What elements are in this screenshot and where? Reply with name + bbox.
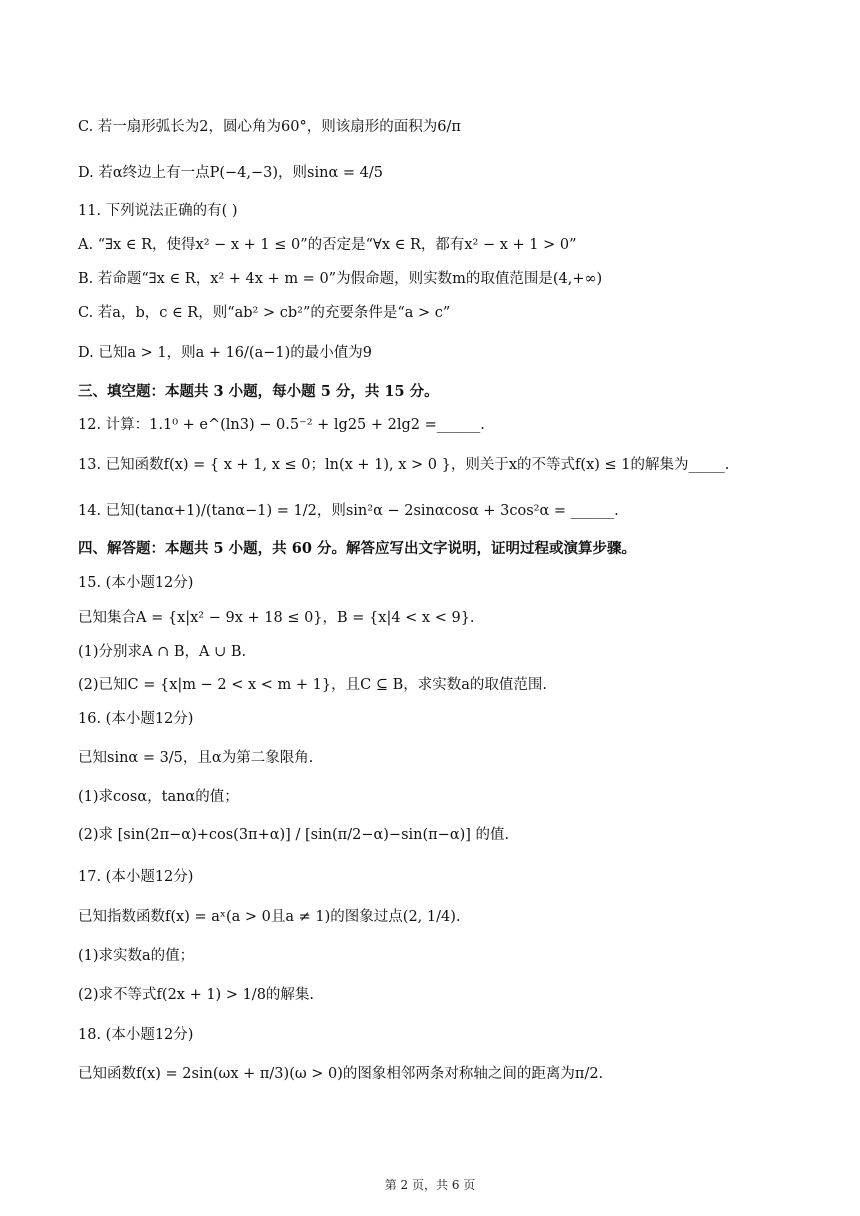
option-11d: D. 已知a > 1，则a + 16/(a−1)的最小值为9: [78, 345, 372, 361]
question-14: 14. 已知(tanα+1)/(tanα−1) = 1/2，则sin²α − 2sinαcosα + 3cos²α = ______.: [78, 503, 619, 519]
question-17-part-2: (2)求不等式f(2x + 1) > 1/8的解集.: [78, 987, 315, 1003]
question-18-stem: 已知函数f(x) = 2sin(ωx + π/3)(ω > 0)的图象相邻两条对称轴之间的距离为π/2.: [78, 1066, 604, 1082]
question-15-part-2: (2)已知C = {x|m − 2 < x < m + 1}，且C ⊆ B，求实数a的取值范围.: [78, 677, 547, 693]
question-13: 13. 已知函数f(x) = { x + 1, x ≤ 0；ln(x + 1), x > 0 }，则关于x的不等式f(x) ≤ 1的解集为_____.: [78, 457, 730, 473]
page-footer: 第 2 页，共 6 页: [384, 1178, 476, 1192]
question-16-part-1: (1)求cosα，tanα的值；: [78, 789, 239, 805]
question-15-stem: 已知集合A = {x|x² − 9x + 18 ≤ 0}，B = {x|4 < x < 9}.: [78, 610, 475, 626]
question-16-stem: 已知sinα = 3/5，且α为第二象限角.: [78, 750, 314, 766]
line-c-sector: C. 若一扇形弧长为2，圆心角为60°，则该扇形的面积为6/π: [78, 119, 461, 135]
question-16-header: 16. (本小题12分): [78, 711, 194, 727]
question-16-part-2: (2)求 [sin(2π−α)+cos(3π+α)] / [sin(π/2−α)−sin(π−α)] 的值.: [78, 827, 510, 843]
section-answers: 四、解答题：本题共 5 小题，共 60 分。解答应写出文字说明，证明过程或演算步骤。: [78, 540, 636, 557]
question-17-header: 17. (本小题12分): [78, 869, 194, 885]
question-11: 11. 下列说法正确的有( ): [78, 203, 238, 219]
question-18-header: 18. (本小题12分): [78, 1027, 194, 1043]
question-15-header: 15. (本小题12分): [78, 575, 194, 591]
section-fill-in: 三、填空题：本题共 3 小题，每小题 5 分，共 15 分。: [78, 383, 439, 400]
line-d-terminal-side: D. 若α终边上有一点P(−4,−3)，则sinα = 4/5: [78, 165, 383, 181]
option-11c: C. 若a，b，c ∈ R，则“ab² > cb²”的充要条件是“a > c”: [78, 305, 451, 321]
question-17-stem: 已知指数函数f(x) = aˣ(a > 0且a ≠ 1)的图象过点(2, 1/4).: [78, 909, 461, 925]
option-11b: B. 若命题“∃x ∈ R，x² + 4x + m = 0”为假命题，则实数m的取值范围是(4,+∞): [78, 271, 603, 287]
option-11a: A. “∃x ∈ R，使得x² − x + 1 ≤ 0”的否定是“∀x ∈ R，都有x² − x + 1 > 0”: [78, 237, 577, 253]
question-17-part-1: (1)求实数a的值；: [78, 948, 195, 964]
question-12: 12. 计算：1.1⁰ + e^(ln3) − 0.5⁻² + lg25 + 2lg2 =______.: [78, 417, 485, 433]
question-15-part-1: (1)分别求A ∩ B，A ∪ B.: [78, 644, 247, 660]
